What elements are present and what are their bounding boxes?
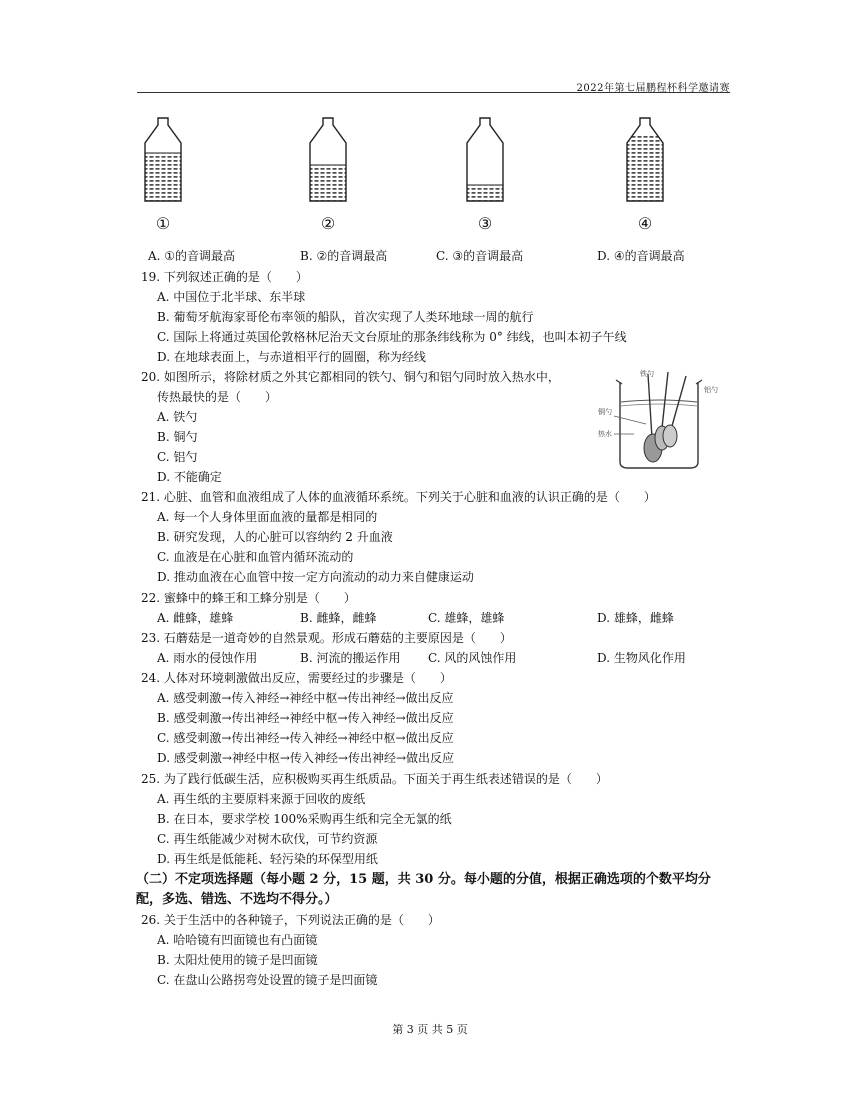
bottle-label-3: ③ — [477, 214, 493, 233]
fig-label-iron-spoon: 铁勺 — [640, 370, 654, 378]
q18-option-b: B. ②的音调最高 — [300, 249, 388, 263]
header-divider — [137, 92, 730, 93]
q20-option-c: C. 铝勺 — [157, 450, 198, 464]
q26-stem: 26. 关于生活中的各种镜子，下列说法正确的是（ ） — [141, 913, 440, 927]
q23-option-d: D. 生物风化作用 — [597, 651, 686, 665]
q25-option-d: D. 再生纸是低能耗、轻污染的环保型用纸 — [157, 852, 378, 866]
q20-option-d: D. 不能确定 — [157, 470, 222, 484]
q26-option-b: B. 太阳灶使用的镜子是凹面镜 — [157, 953, 318, 967]
q24-option-d: D. 感受刺激→神经中枢→传入神经→传出神经→做出反应 — [157, 751, 455, 765]
bottle-label-4: ④ — [637, 214, 653, 233]
q26-option-c: C. 在盘山公路拐弯处设置的镜子是凹面镜 — [157, 973, 378, 987]
q18-option-d: D. ④的音调最高 — [597, 249, 685, 263]
bottle-3 — [465, 118, 505, 203]
q21-stem: 21. 心脏、血管和血液组成了人体的血液循环系统。下列关于心脏和血液的认识正确的是（ ） — [141, 490, 656, 504]
q21-option-c: C. 血液是在心脏和血管内循环流动的 — [157, 550, 354, 564]
q23-option-c: C. 风的风蚀作用 — [428, 651, 517, 665]
q18-option-c: C. ③的音调最高 — [436, 249, 524, 263]
q22-option-b: B. 雌蜂，雌蜂 — [300, 611, 377, 625]
bottle-2 — [308, 118, 348, 203]
q19-option-d: D. 在地球表面上，与赤道相平行的圆圈，称为经线 — [157, 350, 426, 364]
q25-option-a: A. 再生纸的主要原料来源于回收的废纸 — [157, 792, 366, 806]
bottle-4 — [625, 118, 665, 203]
page-number-footer: 第 3 页 共 5 页 — [392, 1023, 468, 1036]
q22-stem: 22. 蜜蜂中的蜂王和工蜂分别是（ ） — [141, 591, 356, 605]
q19-stem: 19. 下列叙述正确的是（ ） — [141, 270, 308, 284]
q25-option-c: C. 再生纸能减少对树木砍伐，可节约资源 — [157, 832, 378, 846]
q22-option-c: C. 雄蜂，雄蜂 — [428, 611, 505, 625]
q25-option-b: B. 在日本，要求学校 100%采购再生纸和完全无氯的纸 — [157, 812, 452, 826]
q24-option-b: B. 感受刺激→传出神经→神经中枢→传入神经→做出反应 — [157, 711, 454, 725]
q20-option-b: B. 铜勺 — [157, 430, 198, 444]
fig-label-aluminum-spoon: 铝勺 — [704, 386, 718, 394]
q20-stem-line2: 传热最快的是（ ） — [157, 390, 278, 404]
q19-option-b: B. 葡萄牙航海家哥伦布率领的船队，首次实现了人类环地球一周的航行 — [157, 310, 534, 324]
q24-stem: 24. 人体对环境刺激做出反应，需要经过的步骤是（ ） — [141, 671, 452, 685]
q24-option-c: C. 感受刺激→传出神经→传入神经→神经中枢→做出反应 — [157, 731, 454, 745]
fig-label-hot-water: 热水 — [598, 430, 612, 438]
bottle-label-2: ② — [320, 214, 336, 233]
q22-option-a: A. 雌蜂，雄蜂 — [157, 611, 234, 625]
q19-option-c: C. 国际上将通过英国伦敦格林尼治天文台原址的那条纬线称为 0° 纬线，也叫本初子午线 — [157, 330, 627, 344]
q18-option-a: A. ①的音调最高 — [148, 249, 236, 263]
q20-option-a: A. 铁勺 — [157, 410, 198, 424]
q21-option-d: D. 推动血液在心血管中按一定方向流动的动力来自健康运动 — [157, 570, 474, 584]
q24-option-a: A. 感受刺激→传入神经→神经中枢→传出神经→做出反应 — [157, 691, 454, 705]
q21-option-a: A. 每一个人身体里面血液的量都是相同的 — [157, 510, 378, 524]
spoons-in-hot-water-figure — [598, 368, 716, 472]
page-header-title: 2022年第七届鹏程杯科学邀请赛 — [576, 83, 730, 94]
q23-option-a: A. 雨水的侵蚀作用 — [157, 651, 258, 665]
section-2-heading-line2: 配，多选、错选、不选均不得分。） — [136, 892, 338, 907]
q26-option-a: A. 哈哈镜有凹面镜也有凸面镜 — [157, 933, 318, 947]
q23-stem: 23. 石蘑菇是一道奇妙的自然景观。形成石蘑菇的主要原因是（ ） — [141, 631, 512, 645]
q21-option-b: B. 研究发现，人的心脏可以容纳约 2 升血液 — [157, 530, 393, 544]
q22-option-d: D. 雄蜂，雌蜂 — [597, 611, 674, 625]
section-2-heading-line1: （二）不定项选择题（每小题 2 分，15 题，共 30 分。每小题的分值，根据正确选项的个数平均分 — [136, 872, 711, 887]
q19-option-a: A. 中国位于北半球、东半球 — [157, 290, 306, 304]
q23-option-b: B. 河流的搬运作用 — [300, 651, 401, 665]
bottle-label-1: ① — [155, 214, 171, 233]
q25-stem: 25. 为了践行低碳生活，应积极购买再生纸质品。下面关于再生纸表述错误的是（ ） — [141, 772, 608, 786]
q20-stem-line1: 20. 如图所示，将除材质之外其它都相同的铁勺、铜勺和铝勺同时放入热水中， — [141, 370, 560, 384]
bottle-1 — [143, 118, 183, 203]
bottles-figure — [140, 115, 700, 205]
fig-label-copper-spoon: 铜勺 — [598, 408, 612, 416]
